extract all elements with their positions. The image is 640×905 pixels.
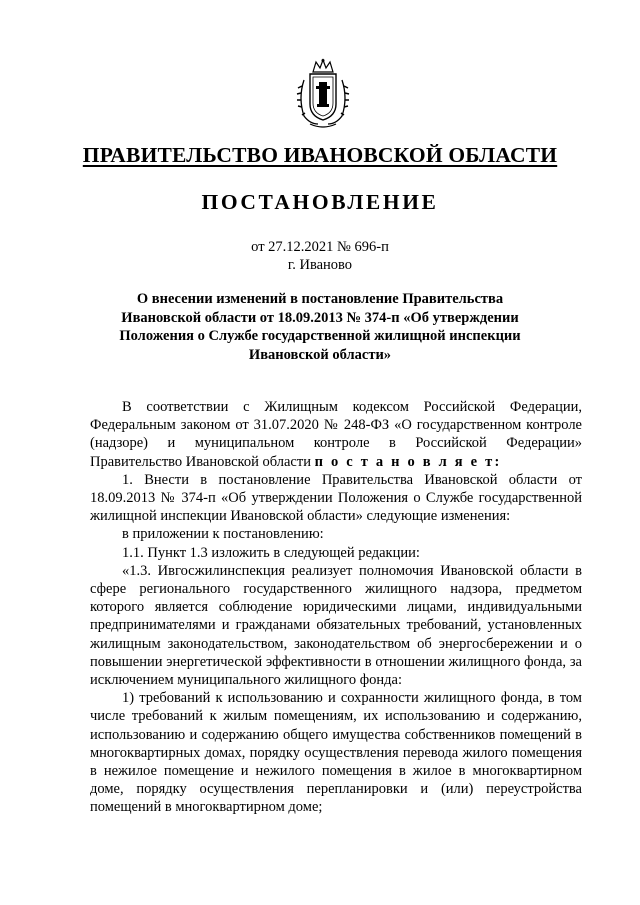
item-1-3-paragraph: «1.3. Ивгосжилинспекция реализует полномочия Ивановской области в сфере регионального государственного жилищного надзора, предметом которого является соблюдение юридическими лицами, индивидуальными предпринимателями и гражданами обязательных требований, установленных жилищным законодательством, законодательством об энергосбережении и о повышении энергетической эффективности в отношении жилищного фонда, за исключением муниципального жилищного фонда: (90, 562, 582, 689)
annex-paragraph: в приложении к постановлению: (122, 526, 324, 543)
government-title: ПРАВИТЕЛЬСТВО ИВАНОВСКОЙ ОБЛАСТИ (82, 143, 558, 167)
item-1-1-paragraph: 1.1. Пункт 1.3 изложить в следующей редакции: (122, 544, 420, 561)
coat-of-arms-emblem (296, 58, 350, 130)
preamble-paragraph (90, 398, 582, 471)
document-date-number: от 27.12.2021 № 696-п (251, 239, 389, 255)
item-1-paragraph: 1. Внести в постановление Правительства Ивановской области от 18.09.2013 № 374-п «Об утверждении Положения о Службе государственной жилищной инспекции Ивановской области» следующие изменения: (90, 471, 582, 525)
document-city: г. Иваново (287, 257, 353, 273)
document-body (90, 398, 582, 817)
document-type-heading: ПОСТАНОВЛЕНИЕ (201, 190, 439, 214)
preamble-text: В соответствии с Жилищным кодексом Российской Федерации, Федеральным законом от 31.07.2020 № 248-ФЗ «О государственном контроле (надзоре) и муниципальном контроле в Российской Федерации» Правительство Ивановской области (90, 399, 582, 470)
resolves-colon: : (494, 453, 502, 470)
resolves-word: п о с т а н о в л я е т (314, 453, 495, 470)
subitem-1-paragraph: 1) требований к использованию и сохранности жилищного фонда, в том числе требований к жилым помещениям, их использованию и содержанию, использованию и содержанию общего имущества собственников помещений в многоквартирных домах, порядку осуществления перевода жилого помещения в нежилое помещение и нежилого помещения в жилое в многоквартирном доме, порядку осуществления перепланировки и (или) переустройства помещений в многоквартирном доме; (90, 690, 582, 816)
document-subject: О внесении изменений в постановление Правительства Ивановской области от 18.09.2013 № 374-п «Об утверждении Положения о Службе государственной жилищной инспекции Ивановской области» (119, 291, 521, 363)
